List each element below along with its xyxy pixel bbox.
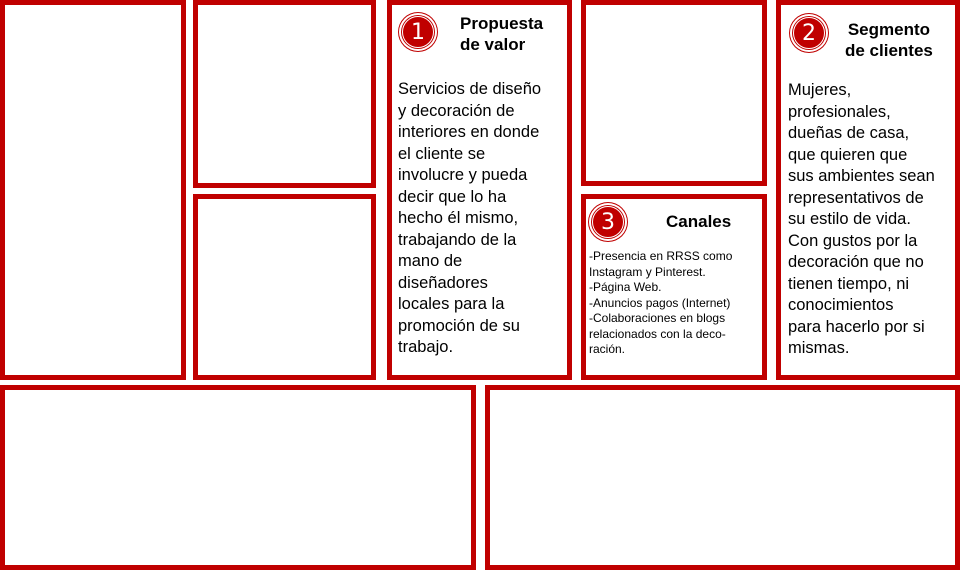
text-line: hecho él mismo, [398, 209, 519, 227]
block-key-activities [193, 0, 376, 188]
block-customer-relationships [581, 0, 767, 186]
number-badge-3 [589, 203, 627, 241]
customer-segments-title [845, 19, 933, 61]
text-line: dueñas de casa, [788, 124, 910, 142]
block-cost-structure [0, 385, 476, 570]
text-line: trabajo. [398, 338, 454, 356]
text-line: profesionales, [788, 102, 891, 121]
text-line: -Anuncios pagos (Internet) [589, 295, 731, 310]
text-line: Mujeres, [788, 81, 852, 99]
channels-text [589, 249, 732, 358]
text-line: mismas. [788, 339, 850, 357]
number-badge-1 [399, 13, 437, 51]
customer-segments-text [788, 80, 935, 360]
text-line: Instagram y Pinterest. [589, 264, 706, 279]
block-key-resources [193, 194, 376, 380]
text-line: interiores en donde [398, 123, 540, 141]
text-line: y decoración de [398, 101, 515, 120]
text-line: decir que lo ha [398, 187, 507, 206]
text-line: sus ambientes sean [788, 167, 935, 185]
text-line: -Presencia en RRSS como [589, 249, 733, 263]
text-line: locales para la [398, 295, 505, 313]
text-line: conocimientos [788, 296, 894, 314]
text-line: trabajando de la [398, 230, 517, 249]
text-line: Con gustos por la [788, 231, 918, 250]
title-line: Canales [666, 212, 732, 231]
text-line: -Colaboraciones en blogs [589, 311, 726, 325]
block-channels [581, 194, 767, 380]
text-line: Servicios de diseño [398, 80, 542, 98]
number-badge-2-label: 2 [802, 20, 816, 46]
number-badge-1-label: 1 [411, 19, 425, 45]
block-revenue-streams [485, 385, 960, 570]
title-line: de valor [460, 35, 526, 54]
block-value-proposition [387, 0, 572, 380]
value-proposition-text [398, 79, 541, 359]
text-line: su estilo de vida. [788, 210, 911, 228]
text-line: -Página Web. [589, 280, 662, 294]
text-line: mano de [398, 252, 463, 270]
block-key-partners [0, 0, 186, 380]
text-line: decoración que no [788, 253, 924, 271]
value-proposition-title [460, 13, 543, 55]
title-line: de clientes [845, 41, 933, 60]
text-line: representativos de [788, 188, 924, 207]
text-line: involucre y pueda [398, 166, 528, 184]
text-line: tienen tiempo, ni [788, 274, 910, 293]
text-line: para hacerlo por si [788, 317, 925, 336]
text-line: ración. [589, 342, 626, 356]
text-line: que quieren que [788, 145, 908, 164]
text-line: diseñadores [398, 273, 488, 292]
text-line: relacionados con la deco- [589, 326, 726, 341]
text-line: el cliente se [398, 144, 486, 163]
text-line: promoción de su [398, 316, 520, 335]
title-line: Segmento [847, 20, 931, 39]
number-badge-3-label: 3 [601, 209, 615, 235]
number-badge-2 [790, 14, 828, 52]
block-customer-segments [776, 0, 960, 380]
title-line: Propuesta [460, 14, 544, 33]
channels-title [666, 211, 731, 232]
